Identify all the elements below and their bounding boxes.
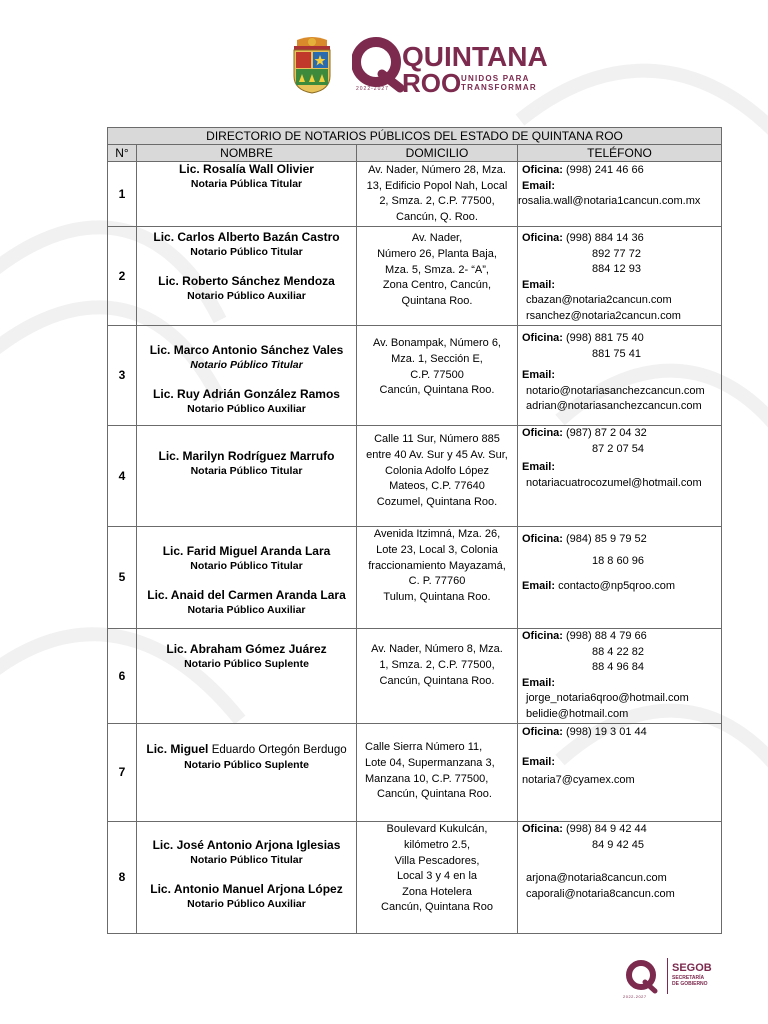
office-phone-extra: 84 9 42 45 (592, 838, 644, 851)
office-phone-extra: 884 12 93 (592, 263, 641, 276)
table-row (108, 527, 722, 629)
address-line: Zona Hotelera (402, 885, 472, 898)
address-line: Lote 23, Local 3, Colonia (376, 543, 498, 556)
office-phone: (984) 85 9 79 52 (566, 533, 647, 546)
row-number: 1 (108, 162, 137, 227)
page-header (0, 30, 768, 100)
address-line: Mza. 5, Smza. 2- “A”, (385, 263, 489, 276)
table-title-row (108, 128, 722, 145)
header-address: DOMICILIO (357, 145, 518, 162)
header-phone: TELÉFONO (518, 145, 722, 162)
phone-cell (518, 527, 722, 629)
office-phone-extra: 881 75 41 (592, 347, 641, 360)
notary-name: Lic. Roberto Sánchez Mendoza (158, 274, 335, 289)
table-title: DIRECTORIO DE NOTARIOS PÚBLICOS DEL ESTADO DE QUINTANA ROO (108, 128, 722, 145)
row-number: 2 (108, 227, 137, 326)
address-cell (357, 227, 518, 326)
notary-role: Notario Público Suplente (184, 759, 309, 772)
email-address: rsanchez@notaria2cancun.com (526, 309, 681, 322)
office-phone: (998) 881 75 40 (566, 332, 644, 345)
notary-name: Lic. Ruy Adrián González Ramos (153, 387, 340, 402)
address-cell (357, 326, 518, 426)
email-address: cbazan@notaria2cancun.com (526, 294, 672, 307)
office-phone: (987) 87 2 04 32 (566, 427, 647, 440)
office-label: Oficina: (522, 427, 563, 440)
office-phone-extra: 88 4 96 84 (592, 661, 644, 674)
address-line: entre 40 Av. Sur y 45 Av. Sur, (366, 448, 508, 461)
logo-word-quintana: QUINTANA (402, 41, 548, 72)
logo-tagline-line-2: TRANSFORMAR (461, 83, 537, 92)
table-row (108, 162, 722, 227)
email-label: Email: (522, 369, 556, 382)
notary-name: Lic. Anaid del Carmen Aranda Lara (147, 588, 346, 603)
address-line: Cancún, Quintana Roo. (377, 788, 492, 801)
address-line: 1, Smza. 2, C.P. 77500, (379, 658, 495, 671)
email-label: Email: (522, 278, 556, 291)
office-label: Oficina: (522, 823, 563, 836)
row-number: 4 (108, 426, 137, 527)
address-line: C.P. 77500 (410, 368, 464, 381)
office-label: Oficina: (522, 232, 563, 245)
email-address: notario@notariasanchezcancun.com (526, 384, 705, 397)
notary-role: Notario Público Titular (190, 359, 303, 372)
row-number: 3 (108, 326, 137, 426)
address-line: Boulevard Kukulcán, (386, 823, 488, 836)
notary-role: Notario Público Suplente (184, 658, 309, 671)
segob-divider (667, 958, 668, 994)
row-number: 7 (108, 724, 137, 822)
phone-cell (518, 724, 722, 822)
email-address: notaria7@cyamex.com (522, 774, 635, 787)
office-label: Oficina: (522, 332, 563, 345)
address-line: fraccionamiento Mayazamá, (368, 559, 506, 572)
address-line: Mza. 1, Sección E, (391, 352, 483, 365)
notary-role: Notario Público Titular (190, 854, 303, 867)
notary-name: Lic. Carlos Alberto Bazán Castro (153, 230, 340, 245)
phone-cell (518, 326, 722, 426)
phone-cell (518, 426, 722, 527)
phone-cell (518, 629, 722, 724)
logo-tagline-line-1: UNIDOS PARA (461, 74, 530, 83)
table-row (108, 724, 722, 822)
notary-role: Notario Público Titular (190, 560, 303, 573)
address-line: Cozumel, Quintana Roo. (376, 495, 498, 508)
notary-name: Lic. Marilyn Rodríguez Marrufo (158, 449, 335, 464)
address-line: Número 26, Planta Baja, (377, 247, 497, 260)
email-label: Email: (522, 755, 556, 768)
name-cell (137, 822, 357, 934)
address-line: Av. Bonampak, Número 6, (373, 337, 501, 350)
phone-cell (518, 227, 722, 326)
table-row (108, 326, 722, 426)
notaries-directory-table (107, 127, 722, 934)
notary-name: Lic. Rosalía Wall Olivier (179, 162, 314, 176)
notary-role: Notario Público Auxiliar (187, 898, 306, 911)
office-label: Oficina: (522, 726, 563, 739)
address-line: Cancún, Quintana Roo. (379, 674, 495, 687)
name-cell (137, 162, 357, 227)
header-name: NOMBRE (137, 145, 357, 162)
address-cell (357, 724, 518, 822)
table-row (108, 822, 722, 934)
email-label: Email: (522, 179, 556, 192)
office-phone: (998) 241 46 66 (566, 164, 644, 176)
segob-subtitle (672, 975, 708, 987)
name-cell (137, 724, 357, 822)
segob-subtitle-line-2: DE GOBIERNO (672, 981, 708, 987)
row-number: 6 (108, 629, 137, 724)
notary-role: Notaria Pública Titular (190, 178, 303, 190)
address-line: 13, Edificio Popol Nah, Local (366, 179, 508, 192)
email-address: belidie@hotmail.com (526, 707, 629, 720)
address-line: Local 3 y 4 en la (396, 870, 478, 883)
notary-name: Lic. Antonio Manuel Arjona López (150, 882, 343, 897)
address-line: Cancún, Q. Roo. (396, 210, 478, 223)
address-cell (357, 822, 518, 934)
notary-name: Lic. Marco Antonio Sánchez Vales (149, 343, 344, 358)
address-cell (357, 162, 518, 227)
notary-name-part: Lic. Miguel (146, 742, 209, 757)
address-line: Cancún, Quintana Roo. (379, 384, 495, 397)
phone-cell (518, 162, 722, 227)
email-address: arjona@notaria8cancun.com (526, 872, 667, 885)
address-cell (357, 629, 518, 724)
office-label: Oficina: (522, 164, 563, 176)
notary-role: Notario Público Auxiliar (187, 290, 306, 303)
notary-name: Lic. José Antonio Arjona Iglesias (152, 838, 341, 853)
office-phone: (998) 84 9 42 44 (566, 823, 647, 836)
notary-role: Notario Público Titular (190, 246, 303, 259)
office-phone-extra: 88 4 22 82 (592, 645, 644, 658)
segob-subtitle-line-1: SECRETARÍA (672, 975, 705, 981)
office-phone-extra: 18 8 60 96 (592, 554, 644, 567)
email-label: Email: (522, 676, 556, 689)
row-number: 5 (108, 527, 137, 629)
table-row (108, 426, 722, 527)
office-phone: (998) 19 3 01 44 (566, 726, 647, 739)
address-line: kilómetro 2.5, (403, 838, 471, 851)
header-num: N° (108, 145, 137, 162)
address-cell (357, 426, 518, 527)
logo-tagline (461, 74, 537, 92)
phone-cell (518, 822, 722, 934)
address-line: Av. Nader, Número 28, Mza. (368, 164, 506, 176)
office-phone: (998) 88 4 79 66 (566, 630, 647, 643)
notary-role: Notario Público Auxiliar (187, 403, 306, 416)
office-phone-extra: 892 77 72 (592, 247, 641, 260)
logo-years: 2022-2027 (356, 86, 389, 92)
address-line: Mateos, C.P. 77640 (389, 480, 485, 493)
notary-name-part: Eduardo Ortegón Berdugo (211, 744, 347, 757)
name-cell (137, 426, 357, 527)
segob-q-logo (622, 958, 664, 998)
coat-of-arms-logo (289, 36, 335, 94)
table-row (108, 629, 722, 724)
address-line: Cancún, Quintana Roo (381, 901, 493, 914)
email-address: notariacuatrocozumel@hotmail.com (526, 476, 702, 489)
address-line: 2, Smza. 2, C.P. 77500, (379, 195, 495, 208)
address-line: Av. Nader, (411, 232, 463, 245)
name-cell (137, 629, 357, 724)
name-cell (137, 227, 357, 326)
office-label: Oficina: (522, 533, 563, 546)
address-line: Manzana 10, C.P. 77500, (365, 772, 489, 785)
address-line: Avenida Itzimná, Mza. 26, (373, 528, 501, 541)
notary-role: Notaria Público Titular (190, 465, 303, 478)
email-label: Email: (522, 461, 556, 474)
address-line: Quintana Roo. (401, 294, 473, 307)
name-cell (137, 527, 357, 629)
address-line: Zona Centro, Cancún, (382, 279, 492, 292)
address-line: Colonia Adolfo López (385, 464, 489, 477)
address-line: Tulum, Quintana Roo. (383, 590, 491, 603)
email-address: contacto@np5qroo.com (558, 580, 676, 593)
name-cell (137, 326, 357, 426)
address-line: Villa Pescadores, (394, 854, 480, 867)
office-phone: (998) 884 14 36 (566, 232, 644, 245)
address-cell (357, 527, 518, 629)
address-line: C. P. 77760 (408, 575, 466, 588)
email-address: adrian@notariasanchezcancun.com (526, 400, 702, 413)
office-phone-extra: 87 2 07 54 (592, 442, 644, 455)
address-line: Calle 11 Sur, Número 885 (374, 433, 500, 446)
email-address: rosalia.wall@notaria1cancun.com.mx (518, 195, 701, 207)
notary-name (137, 742, 356, 758)
notary-role: Notaria Público Auxiliar (187, 604, 306, 617)
email-label: Email: (522, 580, 556, 593)
segob-years: 2022-2027 (623, 994, 647, 999)
email-address: jorge_notaria6qroo@hotmail.com (526, 692, 689, 705)
address-line: Calle Sierra Número 11, (365, 741, 483, 754)
segob-title: SEGOB (672, 962, 712, 974)
address-line: Av. Nader, Número 8, Mza. (371, 643, 503, 656)
office-label: Oficina: (522, 630, 563, 643)
email-address: caporali@notaria8cancun.com (526, 887, 675, 900)
notary-name: Lic. Abraham Gómez Juárez (166, 642, 327, 657)
notary-name: Lic. Farid Miguel Aranda Lara (162, 544, 331, 559)
row-number: 8 (108, 822, 137, 934)
address-line: Lote 04, Supermanzana 3, (365, 756, 495, 769)
table-header-row (108, 145, 722, 162)
table-row (108, 227, 722, 326)
logo-word-roo: ROO (402, 68, 462, 98)
